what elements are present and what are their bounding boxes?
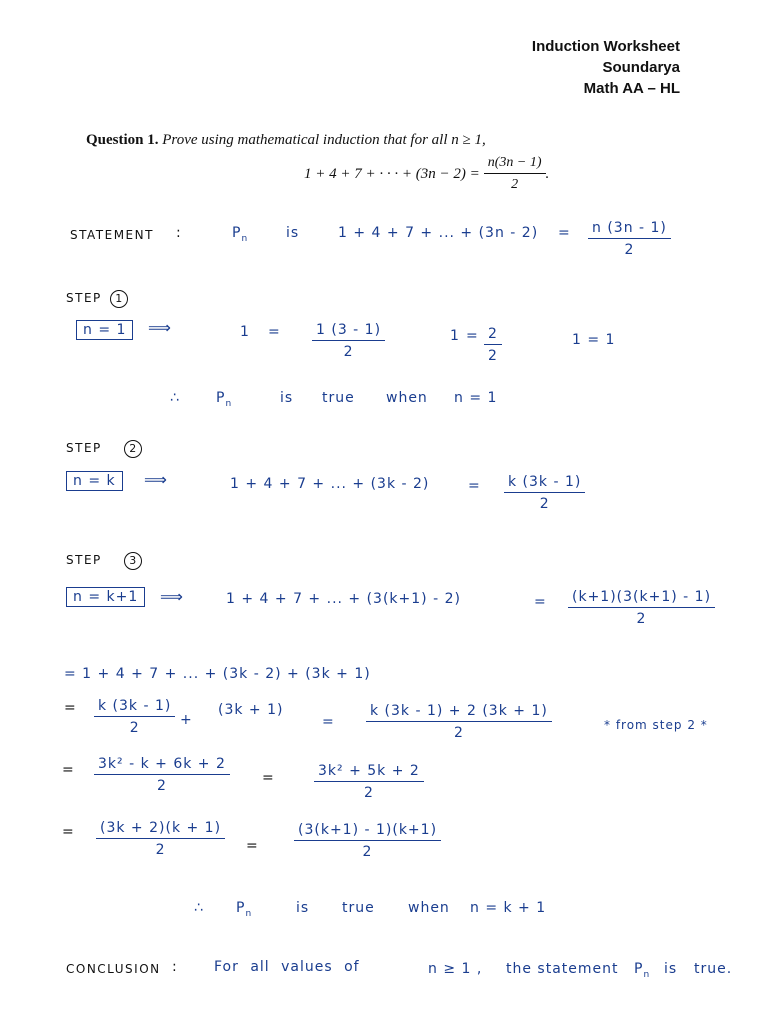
work-conc-case: n = k + 1 (470, 900, 547, 916)
work-l4-rden: 2 (362, 844, 373, 860)
work-l2-rnum: k (3k - 1) + 2 (3k + 1) (366, 703, 552, 722)
step1-fraction (312, 322, 385, 360)
work-l3-rden: 2 (363, 785, 374, 801)
work-l2-rden: 2 (453, 725, 464, 741)
work-line-1: = 1 + 4 + 7 + ... + (3k - 2) + (3k + 1) (64, 666, 371, 682)
work-l4-eq2: = (246, 838, 259, 854)
worksheet-title: Induction Worksheet (531, 38, 680, 55)
step1-eq2: = (466, 328, 479, 344)
conclusion-is: is (664, 961, 678, 977)
work-l4-rfraction (294, 822, 441, 860)
step3-arrow: ⟹ (160, 589, 183, 606)
work-note: * from step 2 * (604, 718, 708, 732)
work-l2-den: 2 (129, 720, 140, 736)
work-l4-den: 2 (155, 842, 166, 858)
statement-eq: = (558, 225, 571, 241)
work-conc-is: is (296, 900, 310, 916)
step2-fraction (504, 474, 585, 512)
statement-p: $P_n$ (232, 225, 249, 244)
conclusion-true: true. (694, 961, 733, 977)
work-l3-rnum: 3k² + 5k + 2 (314, 763, 424, 782)
step3-num: (k+1)(3(k+1) - 1) (568, 589, 715, 608)
step2-series: 1 + 4 + 7 + ... + (3k - 2) (230, 476, 430, 492)
step2-den: 2 (539, 496, 550, 512)
step3-label: STEP 3 (66, 552, 142, 570)
work-l4-eq: = (62, 824, 75, 840)
step3-case: n = k+1 (66, 587, 145, 607)
statement-colon: : (176, 225, 182, 241)
work-l2-fraction (94, 698, 175, 736)
work-l2-num: k (3k - 1) (94, 698, 175, 717)
question-lhs: 1 + 4 + 7 + · · · + (3n − 2) = (304, 165, 480, 182)
statement-fraction (588, 220, 671, 258)
step2-arrow: ⟹ (144, 472, 167, 489)
step1-frac-den: 2 (343, 344, 354, 360)
work-l3-eq2: = (262, 770, 275, 786)
step2-num: k (3k - 1) (504, 474, 585, 493)
step3-den: 2 (636, 611, 647, 627)
step3-fraction (568, 589, 715, 627)
step1-conc-when: when (386, 390, 428, 406)
work-l2-eq2: = (322, 714, 335, 730)
step1-mid-num: 2 (484, 326, 502, 345)
step1-frac-num: 1 (3 - 1) (312, 322, 385, 341)
statement-is: is (286, 225, 300, 241)
therefore-icon: ∴ (194, 900, 204, 916)
therefore-icon: ∴ (170, 390, 180, 406)
statement-den: 2 (624, 242, 635, 258)
student-name: Soundarya (602, 59, 680, 76)
work-l4-num: (3k + 2)(k + 1) (96, 820, 225, 839)
work-l3-num: 3k² - k + 6k + 2 (94, 756, 230, 775)
step3-number: 3 (124, 552, 142, 570)
question-rhs-num: n(3n − 1) (484, 155, 546, 174)
step1-number: 1 (110, 290, 128, 308)
work-conc-when: when (408, 900, 450, 916)
step1-mid-den: 2 (488, 348, 498, 364)
work-conc-p: $P_n$ (236, 900, 253, 919)
work-conc-true: true (342, 900, 375, 916)
step1-mid-lhs: 1 (450, 328, 460, 344)
work-l2-rfraction (366, 703, 552, 741)
step1-lhs: 1 (240, 324, 250, 340)
question-prompt: Prove using mathematical induction that for all n ≥ 1, (162, 132, 486, 148)
statement-series: 1 + 4 + 7 + ... + (3n - 2) (338, 225, 539, 241)
conclusion-cond: n ≥ 1 , (428, 961, 483, 977)
work-l3-fraction (94, 756, 230, 794)
step1-final: 1 = 1 (572, 332, 616, 348)
step1-label: STEP 1 (66, 290, 128, 308)
work-l3-eq: = (62, 762, 75, 778)
conclusion-p: $P_n$ (634, 961, 651, 980)
work-l2-term: (3k + 1) (218, 702, 284, 718)
step1-conc-is: is (280, 390, 294, 406)
question-label: Question 1. (86, 132, 159, 148)
step2-number: 2 (124, 440, 142, 458)
question-rhs-den: 2 (511, 177, 519, 192)
step2-case: n = k (66, 471, 123, 491)
step2-label: STEP 2 (66, 440, 142, 458)
question-line (86, 132, 486, 149)
conclusion-label: CONCLUSION (66, 962, 161, 976)
step1-conc-case: n = 1 (454, 390, 498, 406)
question-formula (304, 155, 549, 193)
statement-num: n (3n - 1) (588, 220, 671, 239)
work-l4-rnum: (3(k+1) - 1)(k+1) (294, 822, 441, 841)
step3-series: 1 + 4 + 7 + ... + (3(k+1) - 2) (226, 591, 461, 607)
work-l2-eq: = (64, 700, 77, 716)
work-l3-den: 2 (156, 778, 167, 794)
step1-arrow: ⟹ (148, 320, 171, 337)
question-end: . (545, 165, 550, 182)
work-l4-fraction (96, 820, 225, 858)
step1-eq1: = (268, 324, 281, 340)
step1-case: n = 1 (76, 320, 133, 340)
step2-eq: = (468, 478, 481, 494)
statement-label: STATEMENT (70, 228, 154, 242)
step1-mid-fraction (484, 326, 502, 364)
conclusion-colon: : (172, 959, 178, 975)
course-name: Math AA – HL (583, 80, 680, 97)
work-l3-rfraction (314, 763, 424, 801)
conclusion-text2: the statement (506, 961, 619, 977)
step1-conc-true: true (322, 390, 355, 406)
work-l2-plus: + (180, 712, 193, 728)
conclusion-text1: For all values of (214, 959, 360, 975)
step3-eq: = (534, 594, 547, 610)
step1-conc-p: $P_n$ (216, 390, 233, 409)
